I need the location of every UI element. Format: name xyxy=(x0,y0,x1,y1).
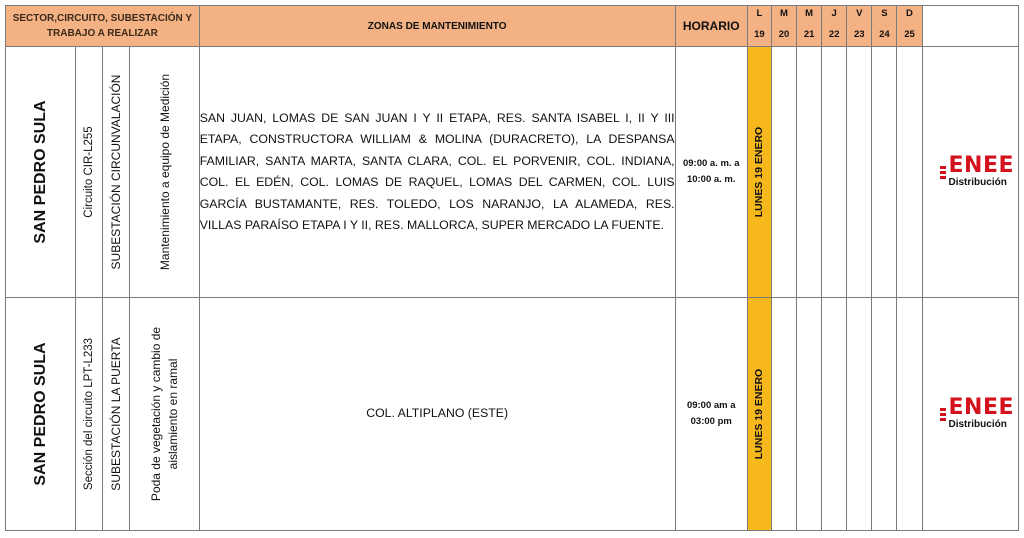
sector-cell xyxy=(6,298,76,531)
day-cell xyxy=(847,47,872,298)
circuito-name: Circuito CIR-L255 xyxy=(83,126,96,218)
header-zonas: ZONAS DE MANTENIMIENTO xyxy=(199,6,675,47)
day-number: 25 xyxy=(904,29,915,40)
day-cell xyxy=(771,298,796,531)
logo-stripes-icon xyxy=(940,408,946,421)
circuito-name: Sección del circuito LPT-L233 xyxy=(83,337,96,491)
header-row xyxy=(6,6,1019,47)
subestacion-name: SUBESTACIÓN CIRCUNVALACIÓN xyxy=(109,74,124,270)
day-cell xyxy=(847,298,872,531)
header-day-j xyxy=(822,6,847,47)
subestacion-cell xyxy=(103,47,130,298)
header-day-m xyxy=(771,6,796,47)
horario-start: 09:00 am a xyxy=(686,400,736,411)
trabajo-text: Poda de vegetación y cambio de aislamiento en ramal xyxy=(148,326,180,502)
day-cell xyxy=(822,47,847,298)
trabajo-cell xyxy=(130,298,199,531)
horario-end: 10:00 a. m. xyxy=(686,174,736,185)
table-row xyxy=(6,47,1019,298)
day-cell xyxy=(771,47,796,298)
horario-cell xyxy=(675,47,747,298)
circuito-cell xyxy=(76,298,103,531)
logo-word: ENEE xyxy=(948,153,1014,178)
horario-start: 09:00 a. m. a xyxy=(682,158,740,169)
table-row xyxy=(6,298,1019,531)
schedule-table xyxy=(5,5,1019,531)
zonas-text: COL. ALTIPLANO (ESTE) xyxy=(199,298,675,531)
day-cell-marked xyxy=(747,47,771,298)
logo-sub: Distribución xyxy=(948,419,1007,430)
logo-stripes-icon xyxy=(940,166,946,179)
day-cell xyxy=(872,47,897,298)
trabajo-cell xyxy=(130,47,199,298)
fecha-label: LUNES 19 ENERO xyxy=(753,368,766,460)
day-letter: M xyxy=(805,8,814,19)
header-day-v xyxy=(847,6,872,47)
subestacion-cell xyxy=(103,298,130,531)
header-day-m2 xyxy=(797,6,822,47)
zonas-text: SAN JUAN, LOMAS DE SAN JUAN I Y II ETAPA, RES. SANTA ISABEL I, II Y III ETAPA, CONSTRUCTORA WILLIAM & MOLINA (DURACRETO), LA DESPANSA FAMILIAR, SANTA MARTA, SANTA CLARA, COL. EL PORVENIR, COL. INDIANA, COL. EL EDÉN, COL. LOMAS DE RAQUEL, LOMAS DEL CARMEN, COL. LUIS GARCÍA BUSTAMANTE, RES. TOLEDO, LOS NARANJO, LA ALAMEDA, RES. VILLAS PARAÍSO ETAPA I Y II, RES. MALLORCA, SUPER MERCADO LA FUENTE. xyxy=(199,47,675,298)
logo-cell xyxy=(922,47,1018,298)
header-logo-cell xyxy=(922,6,1018,47)
header-day-s xyxy=(872,6,897,47)
trabajo-text: Mantenimiento a equipo de Medición xyxy=(157,73,172,271)
enee-logo xyxy=(923,153,1018,188)
day-number: 23 xyxy=(854,29,865,40)
sector-cell xyxy=(6,47,76,298)
circuito-cell xyxy=(76,47,103,298)
day-cell xyxy=(797,47,822,298)
day-letter: D xyxy=(906,8,913,19)
day-number: 22 xyxy=(828,29,840,40)
day-number: 21 xyxy=(803,29,815,40)
sector-name: SAN PEDRO SULA xyxy=(31,342,49,486)
header-sector: SECTOR,CIRCUITO, SUBESTACIÓN Y TRABAJO A REALIZAR xyxy=(6,6,200,47)
day-number: 19 xyxy=(754,29,765,40)
day-cell xyxy=(797,298,822,531)
day-number: 24 xyxy=(879,29,890,40)
day-cell xyxy=(822,298,847,531)
subestacion-name: SUBESTACIÓN LA PUERTA xyxy=(109,337,124,491)
day-letter: L xyxy=(756,8,763,19)
header-horario: HORARIO xyxy=(675,6,747,47)
header-day-l xyxy=(747,6,771,47)
fecha-label: LUNES 19 ENERO xyxy=(753,126,766,218)
day-number: 20 xyxy=(778,29,790,40)
sector-name: SAN PEDRO SULA xyxy=(31,100,49,244)
day-letter: V xyxy=(856,8,863,19)
horario-end: 03:00 pm xyxy=(690,416,732,427)
day-cell xyxy=(897,47,922,298)
horario-cell xyxy=(675,298,747,531)
day-cell xyxy=(897,298,922,531)
enee-logo xyxy=(923,395,1018,430)
logo-cell xyxy=(922,298,1018,531)
day-letter: J xyxy=(831,8,837,19)
day-letter: M xyxy=(780,8,788,19)
header-day-d xyxy=(897,6,922,47)
logo-word: ENEE xyxy=(948,395,1014,420)
day-letter: S xyxy=(881,8,888,19)
logo-sub: Distribución xyxy=(948,177,1007,188)
day-cell-marked xyxy=(747,298,771,531)
day-cell xyxy=(872,298,897,531)
